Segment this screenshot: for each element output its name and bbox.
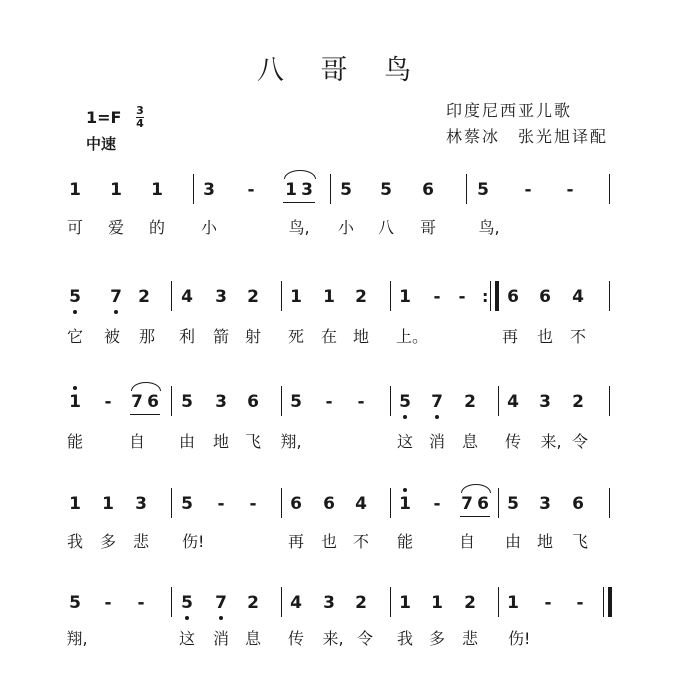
note-group-underline <box>283 202 315 203</box>
note-digit: 7 <box>431 392 443 412</box>
note: 4 <box>355 494 367 514</box>
octave-dot-below <box>403 415 407 419</box>
note: 1 <box>151 180 163 200</box>
repeat-barline-thick <box>495 281 499 311</box>
lyric: 利 <box>178 327 195 346</box>
lyric: 在 <box>320 327 337 346</box>
note-digit: 1 <box>69 392 81 412</box>
barline <box>609 174 610 204</box>
note: 1 <box>102 494 114 514</box>
lyric: 不 <box>352 532 369 551</box>
note: 1 <box>431 593 443 613</box>
note: 1 <box>399 593 411 613</box>
slur <box>461 484 491 493</box>
lyric: 由 <box>178 432 195 451</box>
lyric: 可 <box>66 218 83 237</box>
barline <box>171 587 172 617</box>
barline <box>609 386 610 416</box>
lyric: 飞 <box>571 532 588 551</box>
barline <box>281 488 282 518</box>
lyric: 再 <box>501 327 518 346</box>
note: 3 <box>323 593 335 613</box>
note: 6 <box>147 392 159 412</box>
barline <box>498 587 499 617</box>
lyric: 爱 <box>107 218 124 237</box>
lyric: 令 <box>356 629 373 648</box>
lyric: 传 <box>504 432 521 451</box>
note-low <box>212 593 230 613</box>
note-digit: 1 <box>399 494 411 514</box>
note-digit: 7 <box>215 593 227 613</box>
lyric: 多 <box>99 532 116 551</box>
lyric: 鸟, <box>478 218 500 237</box>
lyric: 的 <box>148 218 165 237</box>
lyric: 消 <box>212 629 229 648</box>
lyric: 悲 <box>132 532 149 551</box>
lyric: 令 <box>571 432 588 451</box>
note: 1 <box>69 180 81 200</box>
note: 3 <box>215 392 227 412</box>
note: 6 <box>539 287 551 307</box>
note: - <box>137 593 145 613</box>
note-low <box>107 287 125 307</box>
note: 5 <box>290 392 302 412</box>
final-barline <box>603 587 604 617</box>
repeat-colon: : <box>482 287 489 306</box>
note: - <box>325 392 333 412</box>
note: 6 <box>290 494 302 514</box>
note: 1 <box>399 287 411 307</box>
note: 1 <box>507 593 519 613</box>
barline <box>390 587 391 617</box>
note: 4 <box>181 287 193 307</box>
note: 4 <box>572 287 584 307</box>
note: 3 <box>539 494 551 514</box>
note: 2 <box>464 593 476 613</box>
lyric: 这 <box>396 432 413 451</box>
lyric: 传 <box>287 629 304 648</box>
lyric: 不 <box>569 327 586 346</box>
note: 3 <box>539 392 551 412</box>
note-low <box>178 593 196 613</box>
barline <box>171 281 172 311</box>
note: 6 <box>572 494 584 514</box>
barline <box>330 174 331 204</box>
note-group-underline <box>130 414 160 415</box>
lyric: 悲 <box>461 629 478 648</box>
note: 7 <box>131 392 143 412</box>
note: - <box>104 593 112 613</box>
lyric: 上。 <box>396 327 429 346</box>
note: 3 <box>203 180 215 200</box>
note: 5 <box>181 494 193 514</box>
lyric: 再 <box>287 532 304 551</box>
note-low <box>428 392 446 412</box>
note: 1 <box>110 180 122 200</box>
note: 5 <box>69 593 81 613</box>
octave-dot-below <box>73 310 77 314</box>
note: 1 <box>69 494 81 514</box>
note: - <box>433 287 441 307</box>
lyric: 我 <box>396 629 413 648</box>
note: 2 <box>247 287 259 307</box>
note: - <box>524 180 532 200</box>
barline <box>609 488 610 518</box>
note-digit: 5 <box>181 593 193 613</box>
time-signature <box>136 106 144 129</box>
note-low <box>396 392 414 412</box>
note: - <box>249 494 257 514</box>
lyric: 翔, <box>280 432 302 451</box>
lyric: 被 <box>103 327 120 346</box>
note: 5 <box>340 180 352 200</box>
note: 2 <box>355 593 367 613</box>
slur <box>284 170 316 179</box>
lyric: 息 <box>244 629 261 648</box>
lyric: 来, <box>540 432 562 451</box>
note: - <box>458 287 466 307</box>
note: 5 <box>181 392 193 412</box>
lyric: 消 <box>428 432 445 451</box>
lyric: 八 <box>377 218 394 237</box>
note: - <box>566 180 574 200</box>
lyric: 能 <box>396 532 413 551</box>
note: 1 <box>290 287 302 307</box>
note: 5 <box>380 180 392 200</box>
lyric: 伤! <box>182 532 205 551</box>
octave-dot-below <box>185 616 189 620</box>
note: 4 <box>290 593 302 613</box>
barline <box>193 174 194 204</box>
barline <box>466 174 467 204</box>
lyric: 鸟, <box>288 218 310 237</box>
lyric: 自 <box>458 532 475 551</box>
note: 2 <box>572 392 584 412</box>
credit-translators: 林蔡冰 张光旭译配 <box>446 127 609 146</box>
barline <box>390 281 391 311</box>
note: 6 <box>477 494 489 514</box>
lyric: 多 <box>428 629 445 648</box>
note: 6 <box>507 287 519 307</box>
note: 1 <box>323 287 335 307</box>
octave-dot-above <box>73 386 77 390</box>
note: 3 <box>215 287 227 307</box>
lyric: 箭 <box>212 327 229 346</box>
barline <box>281 386 282 416</box>
lyric: 能 <box>66 432 83 451</box>
note-high <box>66 392 84 412</box>
note: 5 <box>507 494 519 514</box>
lyric: 哥 <box>419 218 436 237</box>
note: 2 <box>247 593 259 613</box>
note: 3 <box>135 494 147 514</box>
barline <box>498 386 499 416</box>
barline <box>390 488 391 518</box>
note: 2 <box>138 287 150 307</box>
octave-dot-below <box>114 310 118 314</box>
note: - <box>217 494 225 514</box>
note-digit: 5 <box>69 287 81 307</box>
note: - <box>544 593 552 613</box>
note: 2 <box>464 392 476 412</box>
lyric: 小 <box>200 218 217 237</box>
octave-dot-below <box>435 415 439 419</box>
note-digit: 7 <box>110 287 122 307</box>
lyric: 地 <box>352 327 369 346</box>
note: - <box>433 494 441 514</box>
note: 2 <box>355 287 367 307</box>
lyric: 伤! <box>508 629 531 648</box>
song-title: 八 哥 鸟 <box>256 55 426 86</box>
note: - <box>357 392 365 412</box>
lyric: 翔, <box>66 629 88 648</box>
lyric: 死 <box>287 327 304 346</box>
note-group-underline <box>460 516 490 517</box>
final-barline-thick <box>608 587 612 617</box>
note: 5 <box>477 180 489 200</box>
barline <box>171 386 172 416</box>
lyric: 来, <box>322 629 344 648</box>
lyric: 地 <box>536 532 553 551</box>
meter-bottom: 4 <box>136 117 144 130</box>
lyric: 小 <box>337 218 354 237</box>
barline <box>498 488 499 518</box>
octave-dot-below <box>219 616 223 620</box>
octave-dot-above <box>403 488 407 492</box>
barline <box>281 281 282 311</box>
key-signature: 1=F <box>86 108 122 127</box>
note-high <box>396 494 414 514</box>
note-low <box>66 287 84 307</box>
barline <box>171 488 172 518</box>
lyric: 我 <box>66 532 83 551</box>
note: 7 <box>461 494 473 514</box>
note: 6 <box>422 180 434 200</box>
note: - <box>247 180 255 200</box>
note: - <box>104 392 112 412</box>
note: 1 <box>285 180 297 200</box>
note-digit: 5 <box>399 392 411 412</box>
lyric: 息 <box>461 432 478 451</box>
lyric: 自 <box>128 432 145 451</box>
note: 6 <box>323 494 335 514</box>
lyric: 这 <box>178 629 195 648</box>
slur <box>131 382 161 391</box>
lyric: 也 <box>536 327 553 346</box>
lyric: 飞 <box>244 432 261 451</box>
note: 3 <box>301 180 313 200</box>
lyric: 那 <box>138 327 155 346</box>
note: 4 <box>507 392 519 412</box>
lyric: 由 <box>504 532 521 551</box>
credit-origin: 印度尼西亚儿歌 <box>446 101 573 120</box>
repeat-barline <box>490 281 491 311</box>
lyric: 它 <box>66 327 83 346</box>
meter-top: 3 <box>136 104 144 117</box>
lyric: 也 <box>320 532 337 551</box>
note: - <box>576 593 584 613</box>
note: 6 <box>247 392 259 412</box>
barline <box>281 587 282 617</box>
lyric: 射 <box>244 327 261 346</box>
lyric: 地 <box>212 432 229 451</box>
barline <box>609 281 610 311</box>
barline <box>390 386 391 416</box>
tempo-marking: 中速 <box>86 135 117 153</box>
